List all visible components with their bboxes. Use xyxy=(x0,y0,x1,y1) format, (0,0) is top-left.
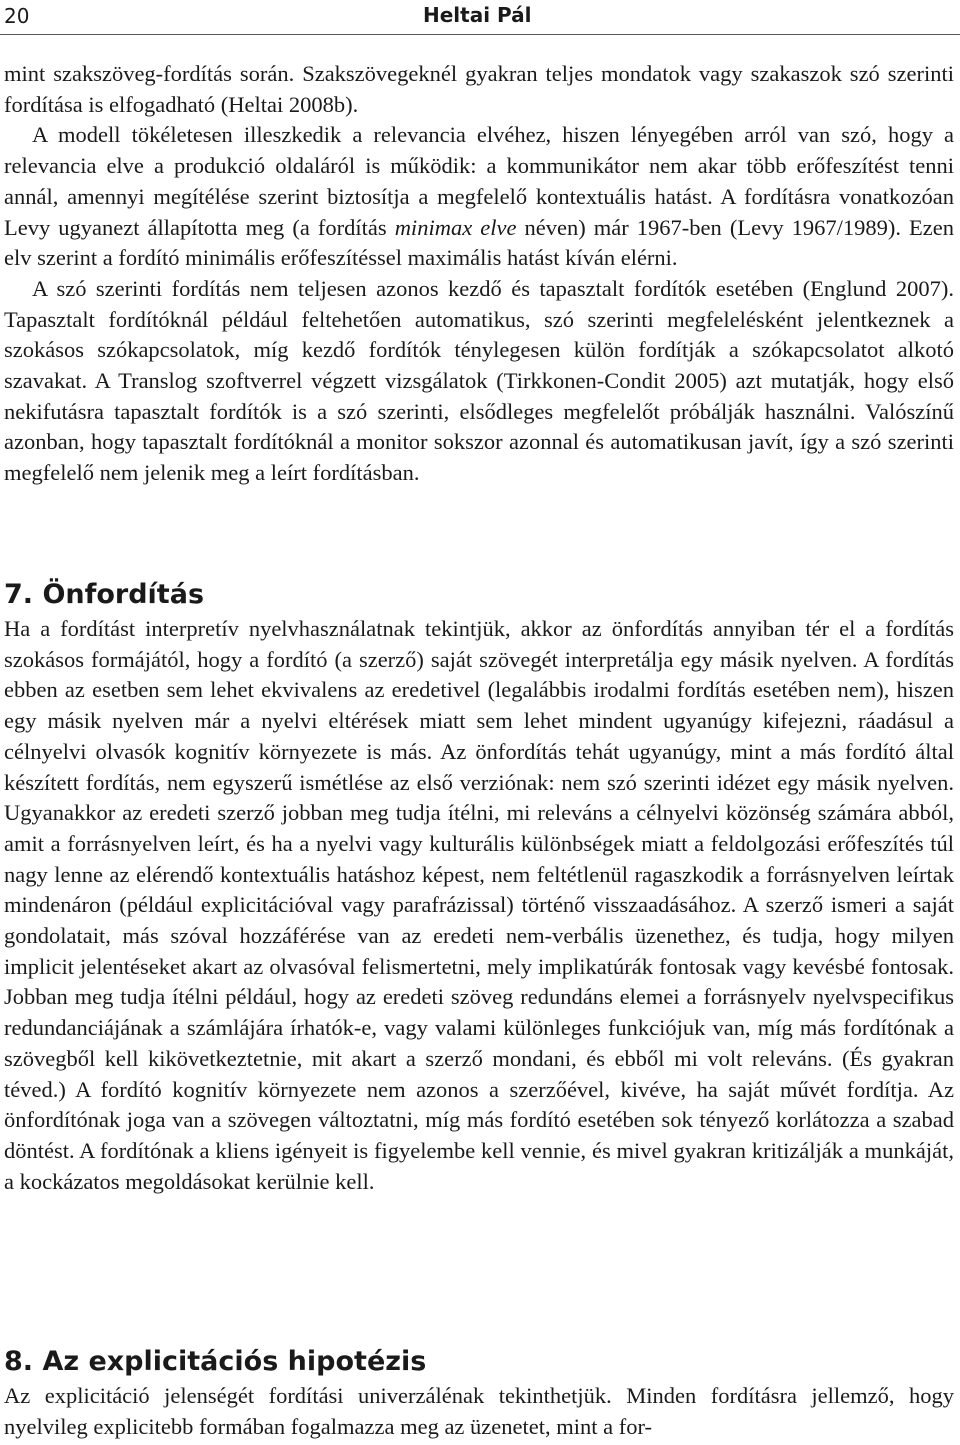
page-header xyxy=(0,0,960,34)
section-8-body xyxy=(4,1381,954,1442)
running-head-author: Heltai Pál xyxy=(423,3,532,27)
paragraph: Az explicitáció jelenségét fordítási univerzálénak tekinthetjük. Minden fordításra jellemző, hogy nyelvileg explicitebb formában fogalmazza meg az üzenetet, mint a for- xyxy=(4,1383,954,1439)
paragraph xyxy=(4,120,954,274)
section-6-continuation xyxy=(4,59,954,489)
paragraph: Ha a fordítást interpretív nyelvhasználatnak tekintjük, akkor az önfordítás annyiban tér el a fordítás szokásos formájától, hogy a fordító (a szerző) saját szövegét interpretálja egy másik nyelven. A fordítás ebben az esetben sem lehet ekvivalens az eredetivel (legalábbis irodalmi fordítás esetében nem), hiszen egy másik nyelven már a nyelvi eltérések miatt sem lehet mindent ugyanúgy kifejezni, ráadásul a célnyelvi olvasók kognitív környezete is más. Az önfordítás tehát ugyanúgy, mint a más fordító által készített fordítás, nem egyszerű ismétlése az első verziónak: nem szó szerinti idézet egy másik nyelven. Ugyanakkor az eredeti szerző jobban meg tudja ítélni, mi releváns a célnyelvi közönség számára abból, amit a forrásnyelven leírt, és ha a nyelvi vagy kulturális különbségek miatt a feldolgozási erőfeszítés túl nagy lenne az elérendő kontextuális hatáshoz képest, nem feltétlenül ragaszkodik a forrásnyelven leírtak mindenáron (például explicitációval vagy parafrázissal) történő visszaadásához. A szerző ismeri a saját gondolatait, más szóval hozzáférése van az eredeti nem-verbális üzenethez, és tudja, hogy milyen implicit jelentéseket akart az olvasóval felismertetni, mely implikatúrák fontosak vagy kevésbé fontosak. Jobban meg tudja ítélni például, hogy az eredeti szöveg redundáns elemei a forrásnyelv nyelvspecifikus redundanciájának a számlájára írhatók-e, vagy valami különleges funkciójuk van, míg más fordítónak a szövegből kell kikövetkeztetnie, mit akart a szerző mondani, és ebből mi volt releváns. (És gyakran téved.) A fordító kognitív környezete nem azonos a szerzőével, kivéve, ha saját művét fordítja. Az önfordítónak joga van a szövegen változtatni, míg más fordító esetében sok tényező korlátozza a szabad döntést. A fordítónak a kliens igényeit is figyelembe kell vennie, és mivel gyakran kritizálják a munkáját, a kockázatos megoldásokat kerülnie kell. xyxy=(4,616,954,1194)
section-7-body xyxy=(4,614,954,1197)
section-heading-7: 7. Önfordítás xyxy=(4,579,205,610)
paragraph-text: néven) már 1967-ben (Levy 1967/1989). Ezen elv szerint a fordító minimális erőfeszítéssel maximális hatást kíván elérni. xyxy=(4,214,955,271)
header-rule xyxy=(0,34,960,35)
section-heading-8: 8. Az explicitációs hipotézis xyxy=(4,1346,427,1377)
paragraph-text: A modell tökéletesen illeszkedik a relevancia elvéhez, hiszen lényegében arról van szó, hogy a relevancia elve a produkció oldaláról is működik: a kommunikátor nem akar több erőfeszítést tenni annál, amennyi megítélése szerint biztosítja a megfelelő kontextuális hatást. A fordításra vonatkozóan Levy ugyanezt állapította meg (a fordítás xyxy=(4,122,954,240)
paragraph: A szó szerinti fordítás nem teljesen azonos kezdő és tapasztalt fordítók esetében (Englund 2007). Tapasztalt fordítóknál például feltehetően automatikus, szó szerinti megfelelésként jelentkeznek a szokásos szókapcsolatok, míg kezdő fordítók ténylegesen külön fordítják a szókapcsolatot alkotó szavakat. A Translog szoftverrel végzett vizsgálatok (Tirkkonen-Condit 2005) azt mutatják, hogy első nekifutásra tapasztalt fordítók is a szó szerinti, elsődleges megfelelőt próbálják használni. Valószínű azonban, hogy tapasztalt fordítóknál a monitor sokszor azonnal és automatikusan javít, így a szó szerinti megfelelő nem jelenik meg a leírt fordításban. xyxy=(4,275,954,486)
page-number: 20 xyxy=(4,4,30,28)
paragraph: mint szakszöveg-fordítás során. Szakszövegeknél gyakran teljes mondatok vagy szakaszok szó szerinti fordítása is elfogadható (Heltai 2008b). xyxy=(4,61,954,117)
italic-term: minimax elve xyxy=(394,214,517,240)
